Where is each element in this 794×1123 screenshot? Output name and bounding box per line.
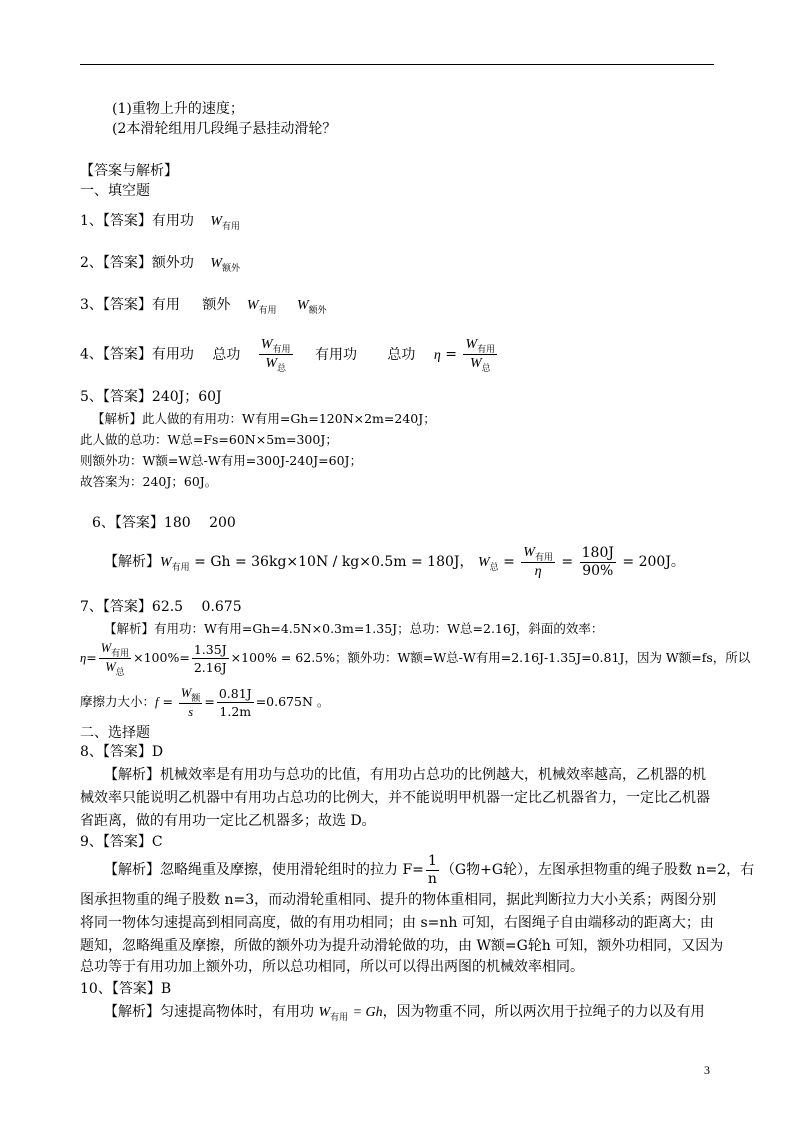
answer-4-total-word: 总功 (212, 346, 241, 363)
answer-9: 9、【答案】C (80, 834, 163, 850)
answer-9-explanation-5: 总功等于有用功加上额外功，所以总功相同，所以可以得出两图的机械效率相同。 (80, 959, 584, 975)
section-choice: 二、选择题 (80, 725, 150, 741)
answer-7: 7、【答案】62.5 0.675 (80, 599, 242, 615)
answer-5-explanation-2: 此人做的总功：W总=Fs=60N×5m=300J； (80, 432, 338, 447)
answer-7-fraction-2: $\frac{1.35J}{2.16J}$ (193, 642, 227, 675)
answer-7-explanation-1: 【解析】有用功：W有用=Gh=4.5N×0.3m=1.35J；总功：W总=2.16J，斜面的效率： (104, 621, 604, 636)
answer-9-explanation-1: 【解析】忽略绳重及摩擦，使用滑轮组时的拉力 F= $\frac{1}{n}$ （G物+G轮），左图承担物重的绳子股数 n=2，右 (104, 852, 755, 887)
answer-8-explanation-1: 【解析】机械效率是有用功与总功的比值，有用功占总功的比例越大，机械效率越高，乙机器的机 (104, 767, 706, 783)
answer-3 (80, 296, 327, 315)
answer-9-explanation-4: 题知，忽略绳重及摩擦，所做的额外功为提升动滑轮做的功，由 W额=G轮h 可知，额外功相同，又因为 (80, 938, 724, 954)
answer-10-explanation-1: 【解析】匀速提高物体时，有用功 $W_{有用} = Gh$，因为物重不同，所以两次用于拉绳子的力以及有用 (104, 1004, 705, 1022)
answer-8-explanation-3: 省距离，做的有用功一定比乙机器多；故选 D。 (80, 813, 376, 829)
eta-symbol: η (433, 347, 441, 363)
answer-5: 5、【答案】240J；60J (80, 389, 222, 405)
answer-5-explanation-4: 故答案为：240J；60J。 (80, 474, 218, 489)
answer-10: 10、【答案】B (80, 981, 172, 997)
answer-6: 6、【答案】180 200 (92, 515, 236, 531)
answer-6-fraction-2: $\frac{180J}{90\%}$ (581, 544, 614, 579)
answer-5-explanation-1: 【解析】此人做的有用功：W有用=Gh=120N×2m=240J； (92, 411, 436, 426)
answer-1 (80, 212, 240, 231)
answer-7-explanation-2: η= $\frac{W_{有用}}{W_总}$ ×100%= $\frac{1.35J}{2.16J}$ ×100% = 62.5%；额外功：W额=W总-W有用=2.16J-1.35J=0.81J，因为 W额=fs，所以 (80, 641, 751, 677)
answer-4-total-word-2: 总功 (387, 346, 416, 363)
efficiency-fraction-2: $\frac{W_{有用}}{W_总}$ (465, 337, 496, 373)
answer-7-friction: 摩擦力大小：f = $\frac{W_额}{s}$ = $\frac{0.81J}{1.2m}$ =0.675N 。 (80, 685, 330, 719)
page-number: 3 (704, 1063, 710, 1077)
answer-7-fraction-1: $\frac{W_{有用}}{W_总}$ (100, 641, 130, 677)
friction-fraction-2: $\frac{0.81J}{1.2m}$ (218, 686, 252, 719)
section-fill-in: 一、填空题 (80, 183, 150, 199)
answer-3-symbol-2: $W_{额外}$ (296, 298, 327, 315)
answer-1-label: 1、【答案】有用功 (80, 213, 194, 229)
friction-fraction-1: $\frac{W_额}{s}$ (180, 685, 201, 719)
answer-6-fraction-1: $\frac{W_{有用}}{\eta}$ (523, 545, 553, 579)
answer-8-explanation-2: 械效率只能说明乙机器中有用功占总功的比例大，并不能说明甲机器一定比乙机器省力，一定比乙机器 (80, 790, 710, 806)
answer-2-label: 2、【答案】额外功 (80, 255, 194, 271)
question-2: (2本滑轮组用几段绳子悬挂动滑轮？ (112, 121, 337, 137)
header-rule (80, 64, 714, 65)
answer-5-explanation-3: 则额外功：W额=W总-W有用=300J-240J=60J； (80, 453, 363, 468)
efficiency-fraction-1: $\frac{W_{有用}}{W_总}$ (260, 337, 291, 373)
answer-6-equation: = Gh = 36kg×10N / kg×0.5m = 180J， (194, 554, 474, 570)
answer-9-fraction: $\frac{1}{n}$ (427, 852, 437, 887)
answer-8: 8、【答案】D (80, 744, 164, 760)
answer-4-label: 4、【答案】有用功 (80, 346, 194, 363)
answer-3-label: 3、【答案】有用 (80, 297, 180, 313)
answer-3-word: 额外 (202, 297, 231, 313)
answer-9-explanation-3: 将同一物体匀速提高到相同高度，做的有用功相同；由 s=nh 可知，右图绳子自由端移动的距离大；由 (80, 915, 714, 931)
answers-heading: 【答案与解析】 (80, 163, 178, 179)
answer-9-explanation-2: 图承担物重的绳子股数 n=3，而动滑轮重相同、提升的物体重相同，据此判断拉力大小关系；两图分别 (80, 892, 717, 908)
answer-6-explanation: 【解析】$W_{有用} = Gh = 36kg\times 10N / kg\times 0.5m = 180J$， $W_总$ = $\frac{W_{有用}}{\eta}$ = $\frac{180J}{90\%}$ = 200J。 (104, 544, 685, 579)
answer-2 (80, 254, 240, 273)
answer-4: 4、【答案】有用功 总功 $\frac{W_{有用}}{W_总}$ 有用功 总功 η = $\frac{W_{有用}}{W_总}$ (80, 337, 496, 373)
answer-4-useful-word: 有用功 (314, 346, 357, 363)
question-1: (1)重物上升的速度； (112, 101, 244, 117)
answer-1-symbol: $W_{有用}$ (210, 214, 241, 231)
answer-2-symbol: $W_{额外}$ (210, 256, 241, 273)
answer-3-symbol-1: $W_{有用}$ (246, 298, 277, 315)
